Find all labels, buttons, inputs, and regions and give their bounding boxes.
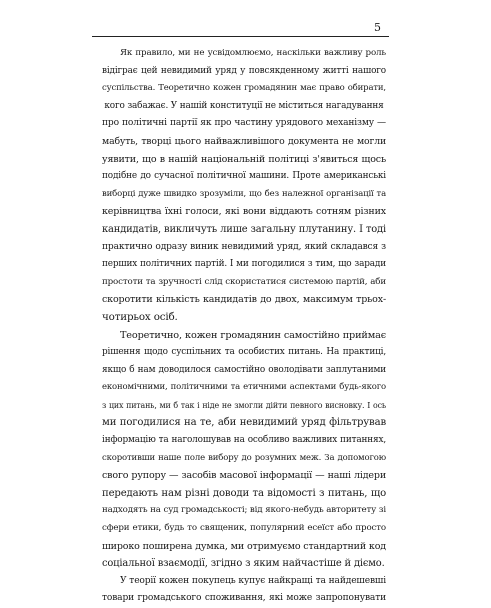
text-line: суспільства. Теоретично кожен громадянин має право обирати, bbox=[102, 83, 386, 94]
text-line: кого забажає. У нашій конституції не міститься нагадування bbox=[104, 100, 384, 111]
text-line: інформацію та наголошував на особливо важливих питаннях, bbox=[102, 435, 386, 446]
text-line: скоротивши наше поле вибору до розумних меж. За допомогою bbox=[102, 452, 386, 463]
text-line: ми погодилися на те, аби невидимий уряд фільтрував bbox=[102, 417, 386, 429]
text-line: широко поширена думка, ми отримуємо стандартний код bbox=[102, 540, 386, 552]
text-line: надходять на суд громадськості; від якого-небудь авторитету зі bbox=[102, 505, 386, 516]
text-line: товари громадського споживання, які може запропонувати bbox=[102, 593, 386, 604]
text-line: практично одразу виник невидимий уряд, який складався з bbox=[102, 241, 386, 252]
text-line: простоти та зручності слід скористатися системою партій, аби bbox=[102, 276, 386, 287]
page-number: 5 bbox=[374, 21, 381, 34]
text-line: чотирьох осіб. bbox=[102, 310, 178, 323]
text-line: уявити, що в нашій національній політиці з'явиться щось bbox=[102, 153, 386, 165]
text-line: мабуть, творці цього найважливішого документа не могли bbox=[102, 135, 386, 147]
text-line: економічними, політичними та етичними аспектами будь-якого bbox=[102, 382, 386, 393]
text-line: свого рупору — засобів масової інформації — наші лідери bbox=[102, 470, 386, 482]
text-line: кандидатів, викличуть лише загальну плутанину. І тоді bbox=[102, 223, 386, 235]
text-line: перших політичних партій. І ми погодилися з тим, що заради bbox=[102, 259, 386, 270]
header-rule bbox=[92, 36, 389, 37]
text-line: сфери етики, будь то священик, популярний есеїст або просто bbox=[102, 523, 386, 534]
text-line: передають нам різні доводи та відомості з питань, що bbox=[102, 487, 386, 499]
text-line: Як правило, ми не усвідомлюємо, наскільки важливу роль bbox=[120, 48, 386, 58]
text-line: Теоретично, кожен громадянин самостійно приймає bbox=[120, 329, 386, 341]
text-line: з цих питань, ми б так і ніде не змогли дійти певного висновку. І ось bbox=[102, 400, 386, 410]
text-line: скоротити кількість кандидатів до двох, максимум трьох- bbox=[102, 294, 386, 306]
body-text bbox=[102, 45, 386, 608]
text-line: про політичні партії як про частину урядового механізму — bbox=[102, 118, 386, 129]
text-line: рішення щодо суспільних та особистих питань. На практиці, bbox=[102, 347, 386, 358]
text-line: У теорії кожен покупець купує найкращі та найдешевші bbox=[120, 575, 386, 586]
text-line: подібне до сучасної політичної машини. Проте американські bbox=[102, 171, 386, 182]
text-line: відіграє цей невидимий уряд у повсякденному житті нашого bbox=[102, 65, 386, 76]
text-line: керівництва їхні голоси, які вони віддають сотням різних bbox=[102, 206, 386, 218]
text-line: соціальної взаємодії, згідно з яким найчастіше й діємо. bbox=[102, 558, 385, 570]
text-line: якщо б нам доводилося самостійно оволодівати заплутаними bbox=[102, 364, 386, 375]
text-line: виборці дуже швидко зрозуміли, що без належної організації та bbox=[102, 188, 386, 199]
